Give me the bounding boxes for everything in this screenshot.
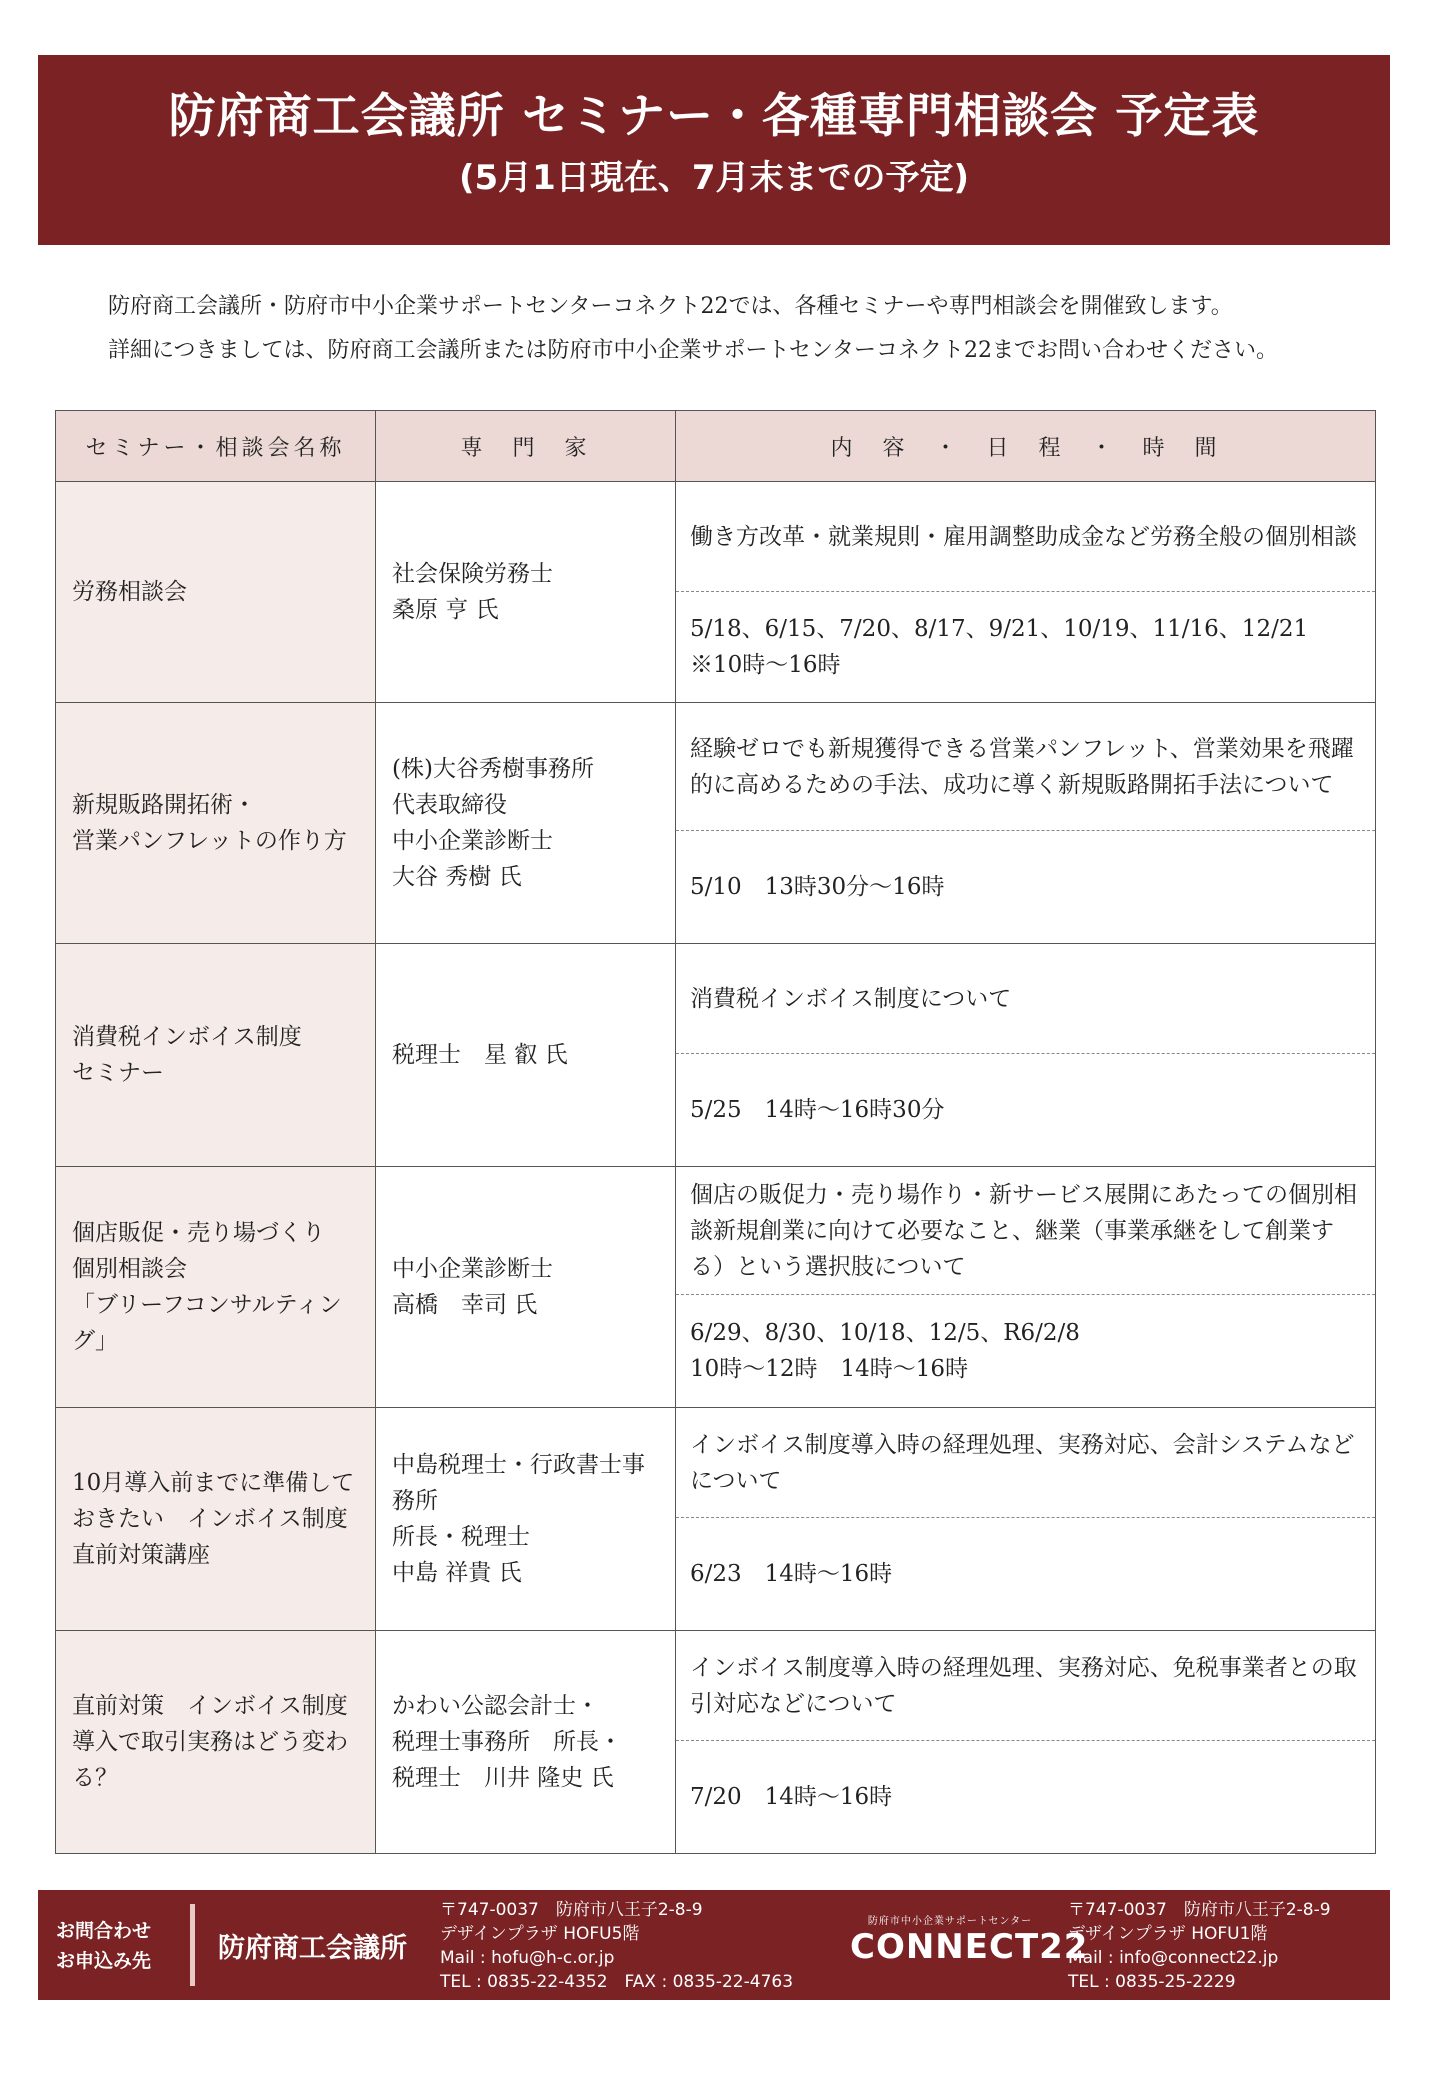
page-title: 防府商工会議所 セミナー・各種専門相談会 予定表 <box>168 89 1260 144</box>
email-link[interactable]: Mail : info@connect22.jp <box>1068 1948 1279 1968</box>
seminar-name-line: 10月導入前までに準備しておきたい インボイス制度直前対策講座 <box>72 1470 355 1568</box>
seminar-name-line: 新規販路開拓術・ <box>72 792 256 818</box>
expert <box>376 482 676 703</box>
content-description <box>676 944 1375 1054</box>
expert-line: 所長・税理士 <box>392 1524 530 1550</box>
page-subtitle: (5月1日現在、7月末までの予定) <box>458 158 970 198</box>
content-description-text: 消費税インボイス制度について <box>690 985 1012 1012</box>
contact-label: お問合わせ お申込み先 <box>56 1920 152 1972</box>
intro-text <box>108 285 1388 373</box>
page-header <box>38 55 1390 245</box>
schedule-line: 10時～12時 14時～16時 <box>690 1356 969 1382</box>
expert-line: 中島 祥貴 氏 <box>392 1560 522 1586</box>
seminar-name <box>56 1167 376 1408</box>
expert-line: 税理士 星 叡 氏 <box>392 1042 568 1068</box>
schedule <box>676 592 1375 702</box>
connect22-logo: 防府市中小企業サポートセンター CONNECT22 <box>850 1916 1089 1967</box>
expert-line: 税理士事務所 所長・ <box>392 1729 622 1755</box>
content-description <box>676 703 1375 831</box>
detail <box>676 1408 1376 1631</box>
table-header-row <box>56 411 1376 482</box>
org-address: 〒747-0037 防府市八王子2-8-9 デザインプラザ HOFU5階 Mail : hofu@h-c.or.jp TEL : 0835-22-4352 FAX : 0835-22-4763 <box>440 1900 794 1992</box>
schedule <box>676 1054 1375 1166</box>
expert-line: 大谷 秀樹 氏 <box>392 864 522 890</box>
detail <box>676 703 1376 944</box>
detail <box>676 1167 1376 1408</box>
expert-line: 中小企業診断士 <box>392 1256 553 1282</box>
schedule <box>676 1741 1375 1853</box>
schedule-line: ※10時～16時 <box>690 652 841 678</box>
org-name: 防府商工会議所 <box>218 1933 407 1964</box>
expert <box>376 1408 676 1631</box>
seminar-name <box>56 1631 376 1854</box>
seminar-name-line: 直前対策 インボイス制度導入で取引実務はどう変わる？ <box>72 1693 348 1791</box>
expert-line: 社会保険労務士 <box>392 561 553 587</box>
column-header-name: セミナー・相談会名称 <box>56 411 376 482</box>
schedule-text <box>690 1315 1080 1387</box>
email-link[interactable]: Mail : hofu@h-c.or.jp <box>440 1948 615 1968</box>
expert-line: (株)大谷秀樹事務所 <box>392 756 594 782</box>
table-row <box>56 1408 1376 1631</box>
schedule-line: 6/23 14時～16時 <box>690 1561 893 1587</box>
expert <box>376 703 676 944</box>
table-row <box>56 1631 1376 1854</box>
schedule-text <box>690 869 944 905</box>
detail <box>676 944 1376 1167</box>
content-description-text: インボイス制度導入時の経理処理、実務対応、免税事業者との取引対応などについて <box>690 1654 1357 1717</box>
table-row <box>56 1167 1376 1408</box>
schedule <box>676 1295 1375 1407</box>
content-description-text: 個店の販促力・売り場作り・新サービス展開にあたっての個別相談新規創業に向けて必要なこと、継業（事業承継をして創業する）という選択肢について <box>690 1181 1357 1280</box>
schedule-text <box>690 1556 892 1592</box>
column-header-expert: 専 門 家 <box>376 411 676 482</box>
content-description <box>676 1167 1375 1295</box>
seminar-name-line: 消費税インボイス制度 <box>72 1024 302 1050</box>
content-description <box>676 482 1375 592</box>
footer-divider <box>190 1904 195 1986</box>
seminar-name <box>56 1408 376 1631</box>
schedule-text <box>690 611 1308 683</box>
schedule-line: 5/18、6/15、7/20、8/17、9/21、10/19、11/16、12/21 <box>690 616 1309 642</box>
expert-line: 桑原 亨 氏 <box>392 597 499 623</box>
content-description <box>676 1631 1375 1741</box>
expert-line: 代表取締役 <box>392 792 507 818</box>
expert <box>376 1167 676 1408</box>
content-description <box>676 1408 1375 1518</box>
column-header-detail: 内 容 ・ 日 程 ・ 時 間 <box>676 411 1376 482</box>
content-description-text: 経験ゼロでも新規獲得できる営業パンフレット、営業効果を飛躍的に高めるための手法、成功に導く新規販路開拓手法について <box>690 735 1354 798</box>
schedule-table <box>55 410 1376 1854</box>
intro-line: 詳細につきましては、防府商工会議所または防府市中小企業サポートセンターコネクト22までお問い合わせください。 <box>108 338 1279 363</box>
seminar-name-line: 労務相談会 <box>72 579 187 605</box>
table-row <box>56 944 1376 1167</box>
schedule-text <box>690 1092 944 1128</box>
schedule <box>676 1518 1375 1630</box>
expert-line: 税理士 川井 隆史 氏 <box>392 1765 614 1791</box>
expert <box>376 944 676 1167</box>
schedule-text <box>690 1779 892 1815</box>
seminar-name <box>56 703 376 944</box>
detail <box>676 1631 1376 1854</box>
expert-line: かわい公認会計士・ <box>392 1693 599 1719</box>
seminar-name-line: 「ブリーフコンサルティング」 <box>72 1292 342 1354</box>
schedule-line: 6/29、8/30、10/18、12/5、R6/2/8 <box>690 1320 1080 1346</box>
seminar-name <box>56 944 376 1167</box>
table-row <box>56 482 1376 703</box>
schedule-line: 5/10 13時30分～16時 <box>690 874 945 900</box>
expert-line: 中小企業診断士 <box>392 828 553 854</box>
detail <box>676 482 1376 703</box>
connect22-address: 〒747-0037 防府市八王子2-8-9 デザインプラザ HOFU1階 Mail : info@connect22.jp TEL : 0835-25-2229 <box>1068 1900 1331 1992</box>
seminar-name-line: 営業パンフレットの作り方 <box>72 828 347 854</box>
expert-line: 中島税理士・行政書士事務所 <box>392 1452 645 1514</box>
seminar-name-line: 個店販促・売り場づくり <box>72 1220 325 1246</box>
expert-line: 高橋 幸司 氏 <box>392 1292 538 1318</box>
schedule-line: 5/25 14時～16時30分 <box>690 1097 945 1123</box>
seminar-name <box>56 482 376 703</box>
seminar-name-line: 個別相談会 <box>72 1256 187 1282</box>
seminar-name-line: セミナー <box>72 1060 164 1086</box>
schedule <box>676 831 1375 943</box>
expert <box>376 1631 676 1854</box>
content-description-text: 働き方改革・就業規則・雇用調整助成金など労務全般の個別相談 <box>690 523 1357 550</box>
content-description-text: インボイス制度導入時の経理処理、実務対応、会計システムなどについて <box>690 1431 1355 1494</box>
table-row <box>56 703 1376 944</box>
intro-line: 防府商工会議所・防府市中小企業サポートセンターコネクト22では、各種セミナーや専門相談会を開催致します。 <box>108 294 1233 319</box>
footer <box>38 1890 1390 2000</box>
schedule-line: 7/20 14時～16時 <box>690 1784 893 1810</box>
